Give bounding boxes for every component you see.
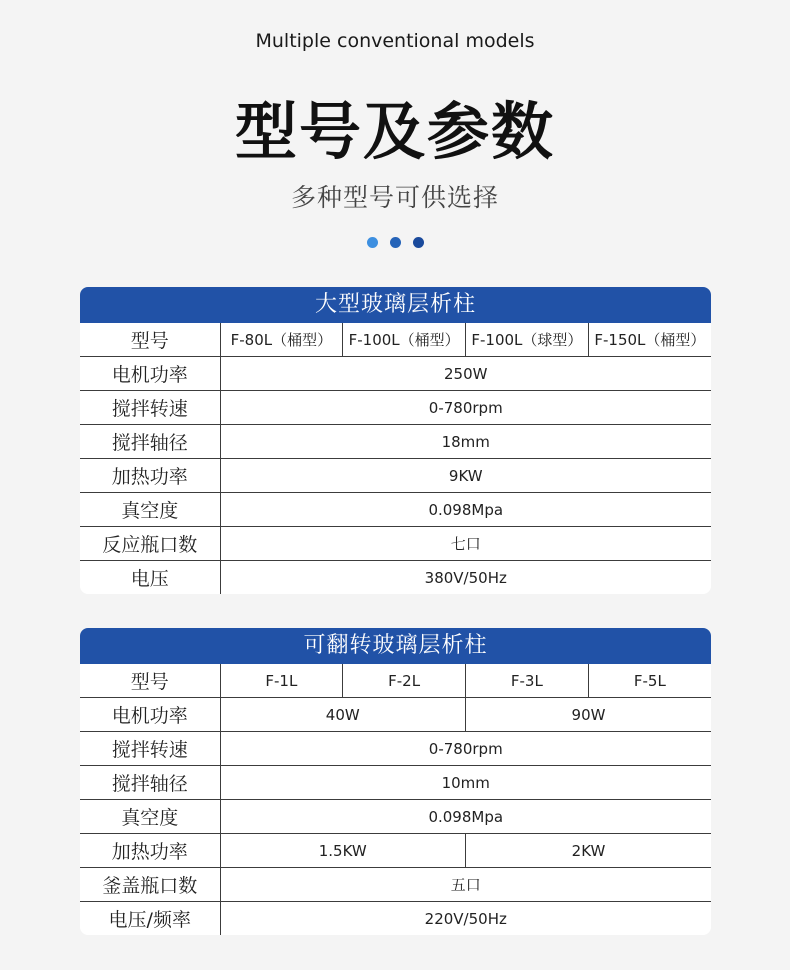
row-value: 90W [466,698,712,732]
row-value: 220V/50Hz [220,902,711,936]
row-label: 真空度 [80,493,220,527]
row-label: 电压/频率 [80,902,220,936]
spec-table [80,664,711,935]
row-value: 0.098Mpa [220,800,711,834]
row-value: 五口 [220,868,711,902]
row-label: 反应瓶口数 [80,527,220,561]
table-row [80,357,711,391]
row-value: 10mm [220,766,711,800]
row-label: 型号 [80,664,220,698]
row-label: 搅拌轴径 [80,425,220,459]
row-label: 电机功率 [80,698,220,732]
table-row [80,868,711,902]
row-value: 0-780rpm [220,391,711,425]
table-row [80,800,711,834]
table-row [80,698,711,732]
table-title: 可翻转玻璃层析柱 [80,628,711,664]
page-subtitle: 多种型号可供选择 [290,183,499,212]
dot-1 [367,237,378,248]
table-row [80,323,711,357]
row-value: 40W [220,698,466,732]
row-label: 釜盖瓶口数 [80,868,220,902]
model-cell: F-2L [343,664,466,698]
row-label: 搅拌转速 [80,732,220,766]
table-row [80,561,711,595]
table-row [80,902,711,936]
row-label: 电压 [80,561,220,595]
model-cell: F-80L（桶型） [220,323,343,357]
spec-table [80,323,711,594]
table-row [80,732,711,766]
model-cell: F-5L [588,664,711,698]
model-cell: F-100L（球型） [466,323,589,357]
dot-3 [413,237,424,248]
row-label: 型号 [80,323,220,357]
row-label: 搅拌转速 [80,391,220,425]
decorative-dots [0,237,790,248]
row-value: 七口 [220,527,711,561]
row-label: 加热功率 [80,459,220,493]
row-value: 2KW [466,834,712,868]
row-value: 0-780rpm [220,732,711,766]
table-row [80,459,711,493]
model-cell: F-1L [220,664,343,698]
table-row [80,766,711,800]
model-cell: F-100L（桶型） [343,323,466,357]
table-row [80,527,711,561]
row-value: 380V/50Hz [220,561,711,595]
table-row [80,834,711,868]
model-cell: F-150L（桶型） [588,323,711,357]
table-row [80,425,711,459]
table-row [80,391,711,425]
row-label: 搅拌轴径 [80,766,220,800]
row-value: 250W [220,357,711,391]
header-english-title: Multiple conventional models [255,30,535,52]
table-row [80,493,711,527]
page-title: 型号及参数 [234,95,555,168]
row-label: 加热功率 [80,834,220,868]
row-value: 9KW [220,459,711,493]
model-cell: F-3L [466,664,589,698]
row-value: 0.098Mpa [220,493,711,527]
table-title: 大型玻璃层析柱 [80,287,711,323]
dot-2 [390,237,401,248]
row-value: 18mm [220,425,711,459]
row-value: 1.5KW [220,834,466,868]
row-label: 电机功率 [80,357,220,391]
reversible-column-spec-card [80,628,711,935]
table-row [80,664,711,698]
row-label: 真空度 [80,800,220,834]
large-column-spec-card [80,287,711,594]
